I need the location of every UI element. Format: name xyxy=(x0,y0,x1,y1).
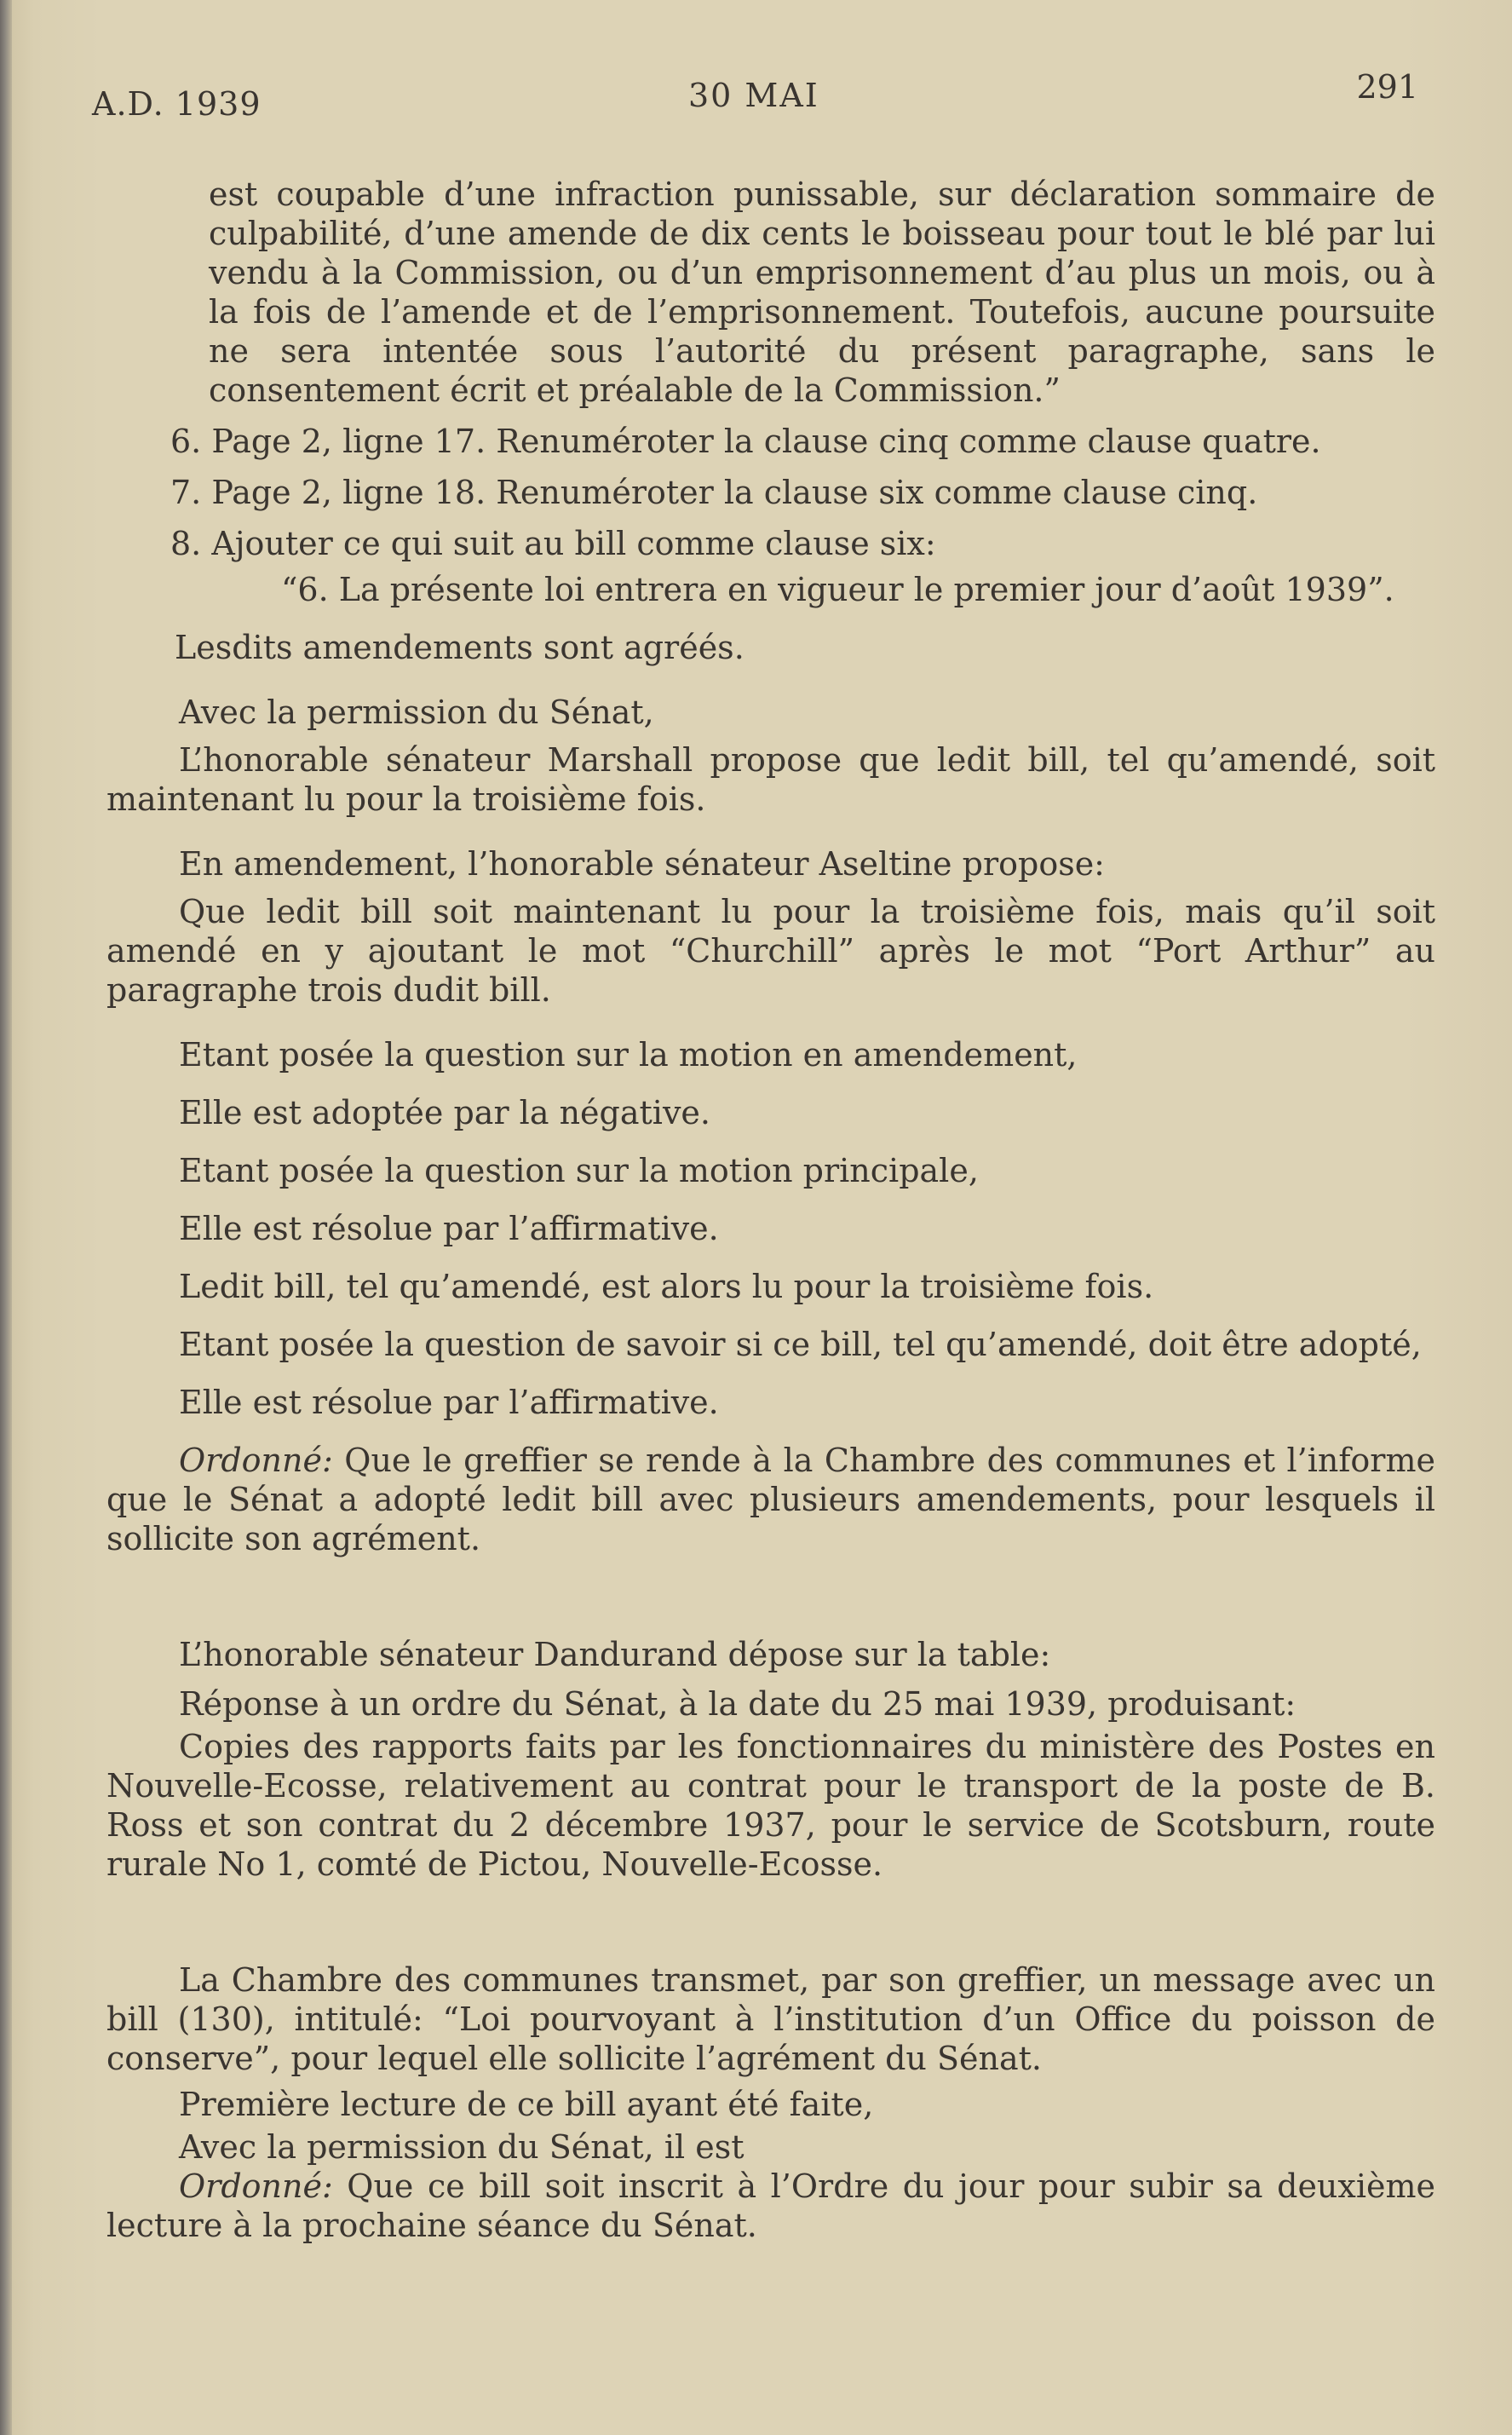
paragraph-copies: Copies des rapports faits par les fonctionnaires du ministère des Postes en Nouvelle-Ecosse, relativement au contrat pour le transport de la poste de B. Ross et son contrat du 2 décembre 1937, pour le service de Scotsburn, route rurale No 1, comté de Pictou, Nouvelle-Ecosse. xyxy=(106,1728,1435,1883)
paragraph-first-reading: Première lecture de ce bill ayant été faite, xyxy=(179,2086,874,2123)
result-negative: Elle est adoptée par la négative. xyxy=(179,1094,710,1131)
paragraph-amendments-agreed: Lesdits amendements sont agréés. xyxy=(175,629,745,666)
order-label-2: Ordonné: xyxy=(179,2167,333,2205)
page-header xyxy=(0,68,1512,128)
amendment-item-8: 8. Ajouter ce qui suit au bill comme clause six: xyxy=(170,525,936,562)
question-adoption: Etant posée la question de savoir si ce bill, tel qu’amendé, doit être adopté, xyxy=(179,1326,1422,1363)
third-reading: Ledit bill, tel qu’amendé, est alors lu pour la troisième fois. xyxy=(179,1268,1154,1305)
paragraph-marshall-motion: L’honorable sénateur Marshall propose que ledit bill, tel qu’amendé, soit maintenant lu pour la troisième fois. xyxy=(106,741,1435,818)
order-label: Ordonné: xyxy=(179,1442,333,1479)
paragraph-permission: Avec la permission du Sénat, xyxy=(179,694,654,731)
question-amendment: Etant posée la question sur la motion en amendement, xyxy=(179,1036,1078,1074)
amendment-item-7: 7. Page 2, ligne 18. Renuméroter la clause six comme clause cinq. xyxy=(170,474,1258,511)
page-number: 291 xyxy=(1356,68,1418,106)
book-spine-shadow xyxy=(0,0,12,2435)
paragraph-dandurand: L’honorable sénateur Dandurand dépose sur la table: xyxy=(179,1636,1051,1673)
amendment-item-6: 6. Page 2, ligne 17. Renuméroter la clause cinq comme clause quatre. xyxy=(170,423,1321,460)
paragraph-amendment-text: Que ledit bill soit maintenant lu pour la troisième fois, mais qu’il soit amendé en y ajoutant le mot “Churchill” après le mot “Port Arthur” au paragraphe trois dudit bill. xyxy=(106,893,1435,1009)
order-text: Que le greffier se rende à la Chambre des communes et l’informe que le Sénat a adopté ledit bill avec plusieurs amendements, pour lesquels il sollicite son agrément. xyxy=(106,1442,1435,1557)
paragraph-permission-2: Avec la permission du Sénat, il est xyxy=(179,2128,745,2166)
order-second-reading xyxy=(106,2167,1435,2245)
paragraph-message: La Chambre des communes transmet, par son greffier, un message avec un bill (130), intitulé: “Loi pourvoyant à l’institution d’un Office du poisson de conserve”, pour lequel elle sollicite l’agrément du Sénat. xyxy=(106,1961,1435,2077)
question-main-motion: Etant posée la question sur la motion principale, xyxy=(179,1152,979,1189)
order-greffier xyxy=(106,1441,1435,1558)
header-year: A.D. 1939 xyxy=(92,85,262,123)
header-date: 30 MAI xyxy=(688,77,819,114)
paragraph-continued-quote: est coupable d’une infraction punissable, sur déclaration sommaire de culpabilité, d’une amende de dix cents le boisseau pour tout le blé par lui vendu à la Commission, ou d’un emprisonnement d’au plus un mois, ou à la fois de l’amende et de l’emprisonnement. Toutefois, aucune poursuite ne sera intentée sous l’autorité du présent paragraphe, sans le consentement écrit et préalable de la Commission.” xyxy=(209,176,1435,409)
result-affirmative-1: Elle est résolue par l’affirmative. xyxy=(179,1210,719,1247)
order-text-2: Que ce bill soit inscrit à l’Ordre du jour pour subir sa deuxième lecture à la prochaine séance du Sénat. xyxy=(106,2167,1435,2244)
result-affirmative-2: Elle est résolue par l’affirmative. xyxy=(179,1384,719,1421)
paragraph-amendment-intro: En amendement, l’honorable sénateur Aseltine propose: xyxy=(179,845,1105,883)
amendment-item-8-quote: “6. La présente loi entrera en vigueur le premier jour d’août 1939”. xyxy=(281,571,1394,608)
paragraph-reponse: Réponse à un ordre du Sénat, à la date du 25 mai 1939, produisant: xyxy=(179,1685,1296,1723)
page-body xyxy=(106,175,1435,2245)
